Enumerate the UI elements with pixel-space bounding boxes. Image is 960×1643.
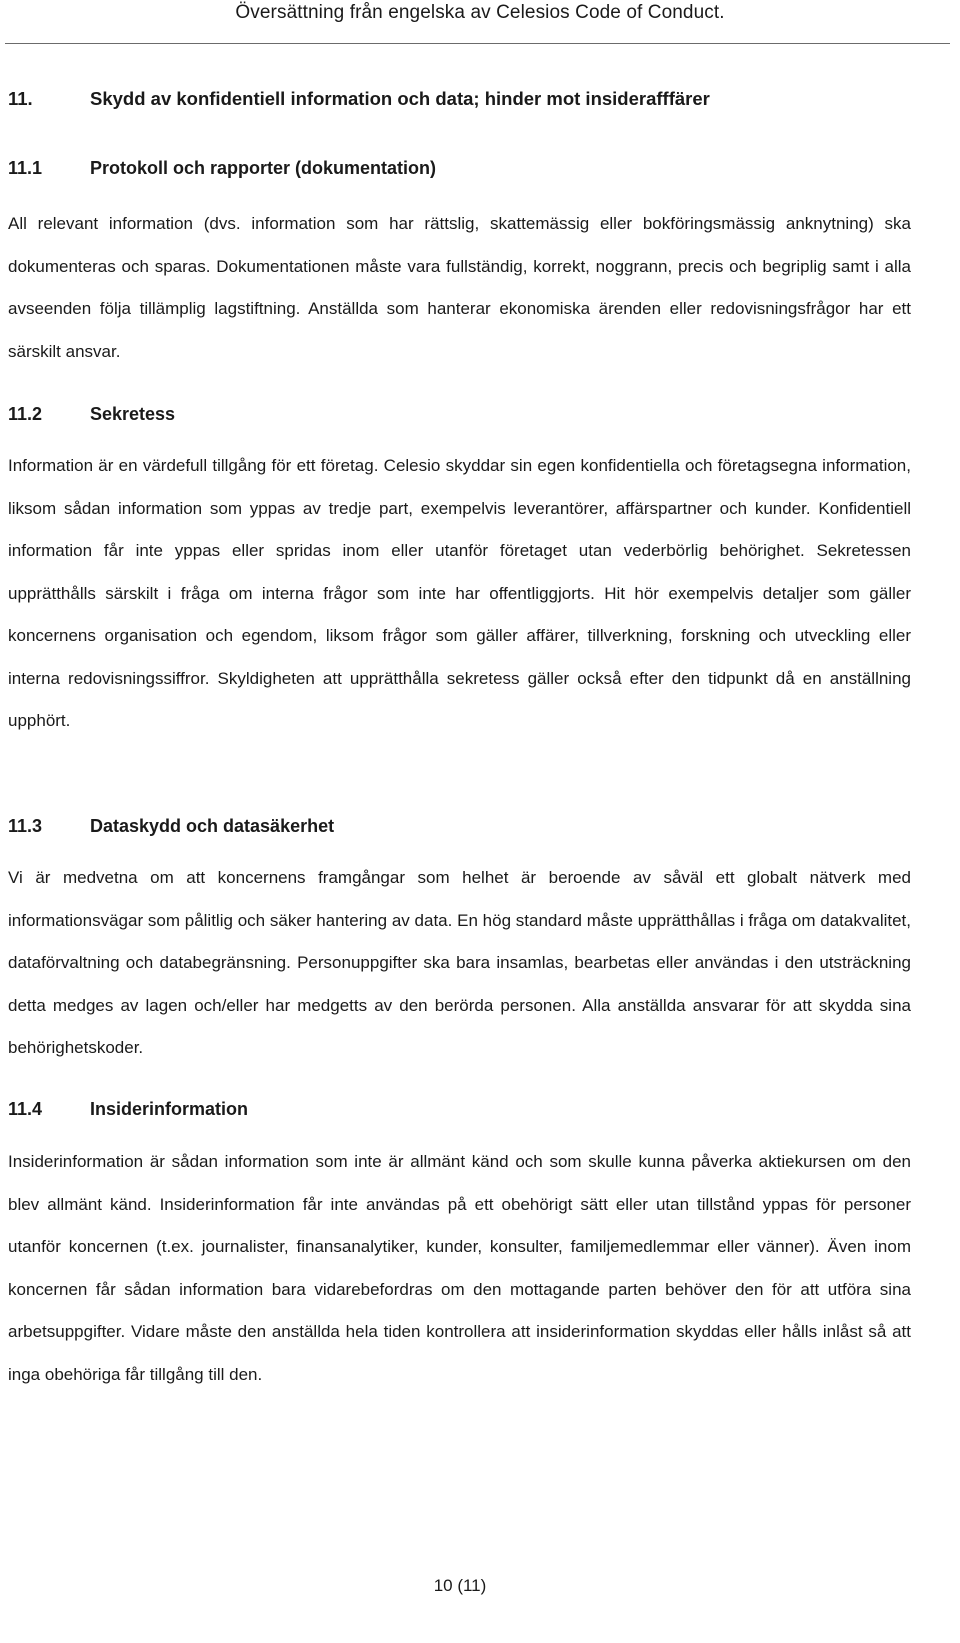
subsection-number: 11.4 [8,1099,43,1119]
subsection-paragraph-11-2: Information är en värdefull tillgång för ett företag. Celesio skyddar sin egen konfidentiella och företagsegna information, liksom sådan information som yppas av tredje part, exempelvis leverantörer, affärspartner och kunder. Konfidentiell information får inte yppas eller spridas inom eller utanför företaget utan vederbörlig behörighet. Sekretessen upprätthålls särskilt i fråga om interna frågor som inte har offentliggjorts. Hit hör exempelvis detaljer som gäller koncernens organisation och egendom, liksom frågor som gäller affärer, tillverkning, forskning och utveckling eller interna redovisningssiffror. Skyldigheten att upprätthålla sekretess gäller också efter den tidpunkt då en anställning upphört. [8,456,911,730]
subsection-heading-11-4 [8,1096,911,1122]
subsection-title: Dataskydd och datasäkerhet [90,816,335,836]
header-divider [5,43,950,44]
subsection-paragraph-11-4: Insiderinformation är sådan information som inte är allmänt känd och som skulle kunna påverka aktiekursen om den blev allmänt känd. Insiderinformation får inte användas på ett obehörigt sätt eller utan tillstånd yppas för personer utanför koncernen (t.ex. journalister, finansanalytiker, kunder, konsulter, familjemedlemmar eller vänner). Även inom koncernen får sådan information bara vidarebefordras om den mottagande parten behöver den för att utföra sina arbetsuppgifter. Vidare måste den anställda hela tiden kontrollera att insiderinformation skyddas eller hålls inlåst så att inga obehöriga får tillgång till den. [8,1152,911,1384]
page-number: 10 (11) [433,1576,487,1595]
subsection-title: Protokoll och rapporter (dokumentation) [90,158,437,178]
subsection-number: 11.3 [8,816,43,836]
subsection-heading-11-2 [8,401,911,427]
page-header: Översättning från engelska av Celesios Code of Conduct. [235,2,725,23]
subsection-heading-11-1 [8,155,911,181]
section-number: 11. [8,88,33,109]
subsection-paragraph-11-3: Vi är medvetna om att koncernens framgångar som helhet är beroende av såväl ett globalt nätverk med informationsvägar som pålitlig och säker hantering av data. En hög standard måste upprätthållas i fråga om datakvalitet, dataförvaltning och databegränsning. Personuppgifter ska bara insamlas, bearbetas eller användas i den utsträckning detta medges av lagen och/eller har medgetts av den berörda personen. Alla anställda ansvarar för att skydda sina behörighetskoder. [8,868,911,1057]
subsection-heading-11-3 [8,813,911,839]
subsection-title: Insiderinformation [90,1099,249,1119]
section-heading [8,86,911,112]
subsection-title: Sekretess [90,404,176,424]
subsection-number: 11.2 [8,404,43,424]
subsection-number: 11.1 [8,158,43,178]
subsection-paragraph-11-1: All relevant information (dvs. information som har rättslig, skattemässig eller bokföringsmässig anknytning) ska dokumenteras och sparas. Dokumentationen måste vara fullständig, korrekt, noggrann, precis och begriplig samt i alla avseenden följa tillämplig lagstiftning. Anställda som hanterar ekonomiska ärenden eller redovisningsfrågor har ett särskilt ansvar. [8,214,911,361]
section-title: Skydd av konfidentiell information och data; hinder mot insiderafffärer [90,88,710,109]
